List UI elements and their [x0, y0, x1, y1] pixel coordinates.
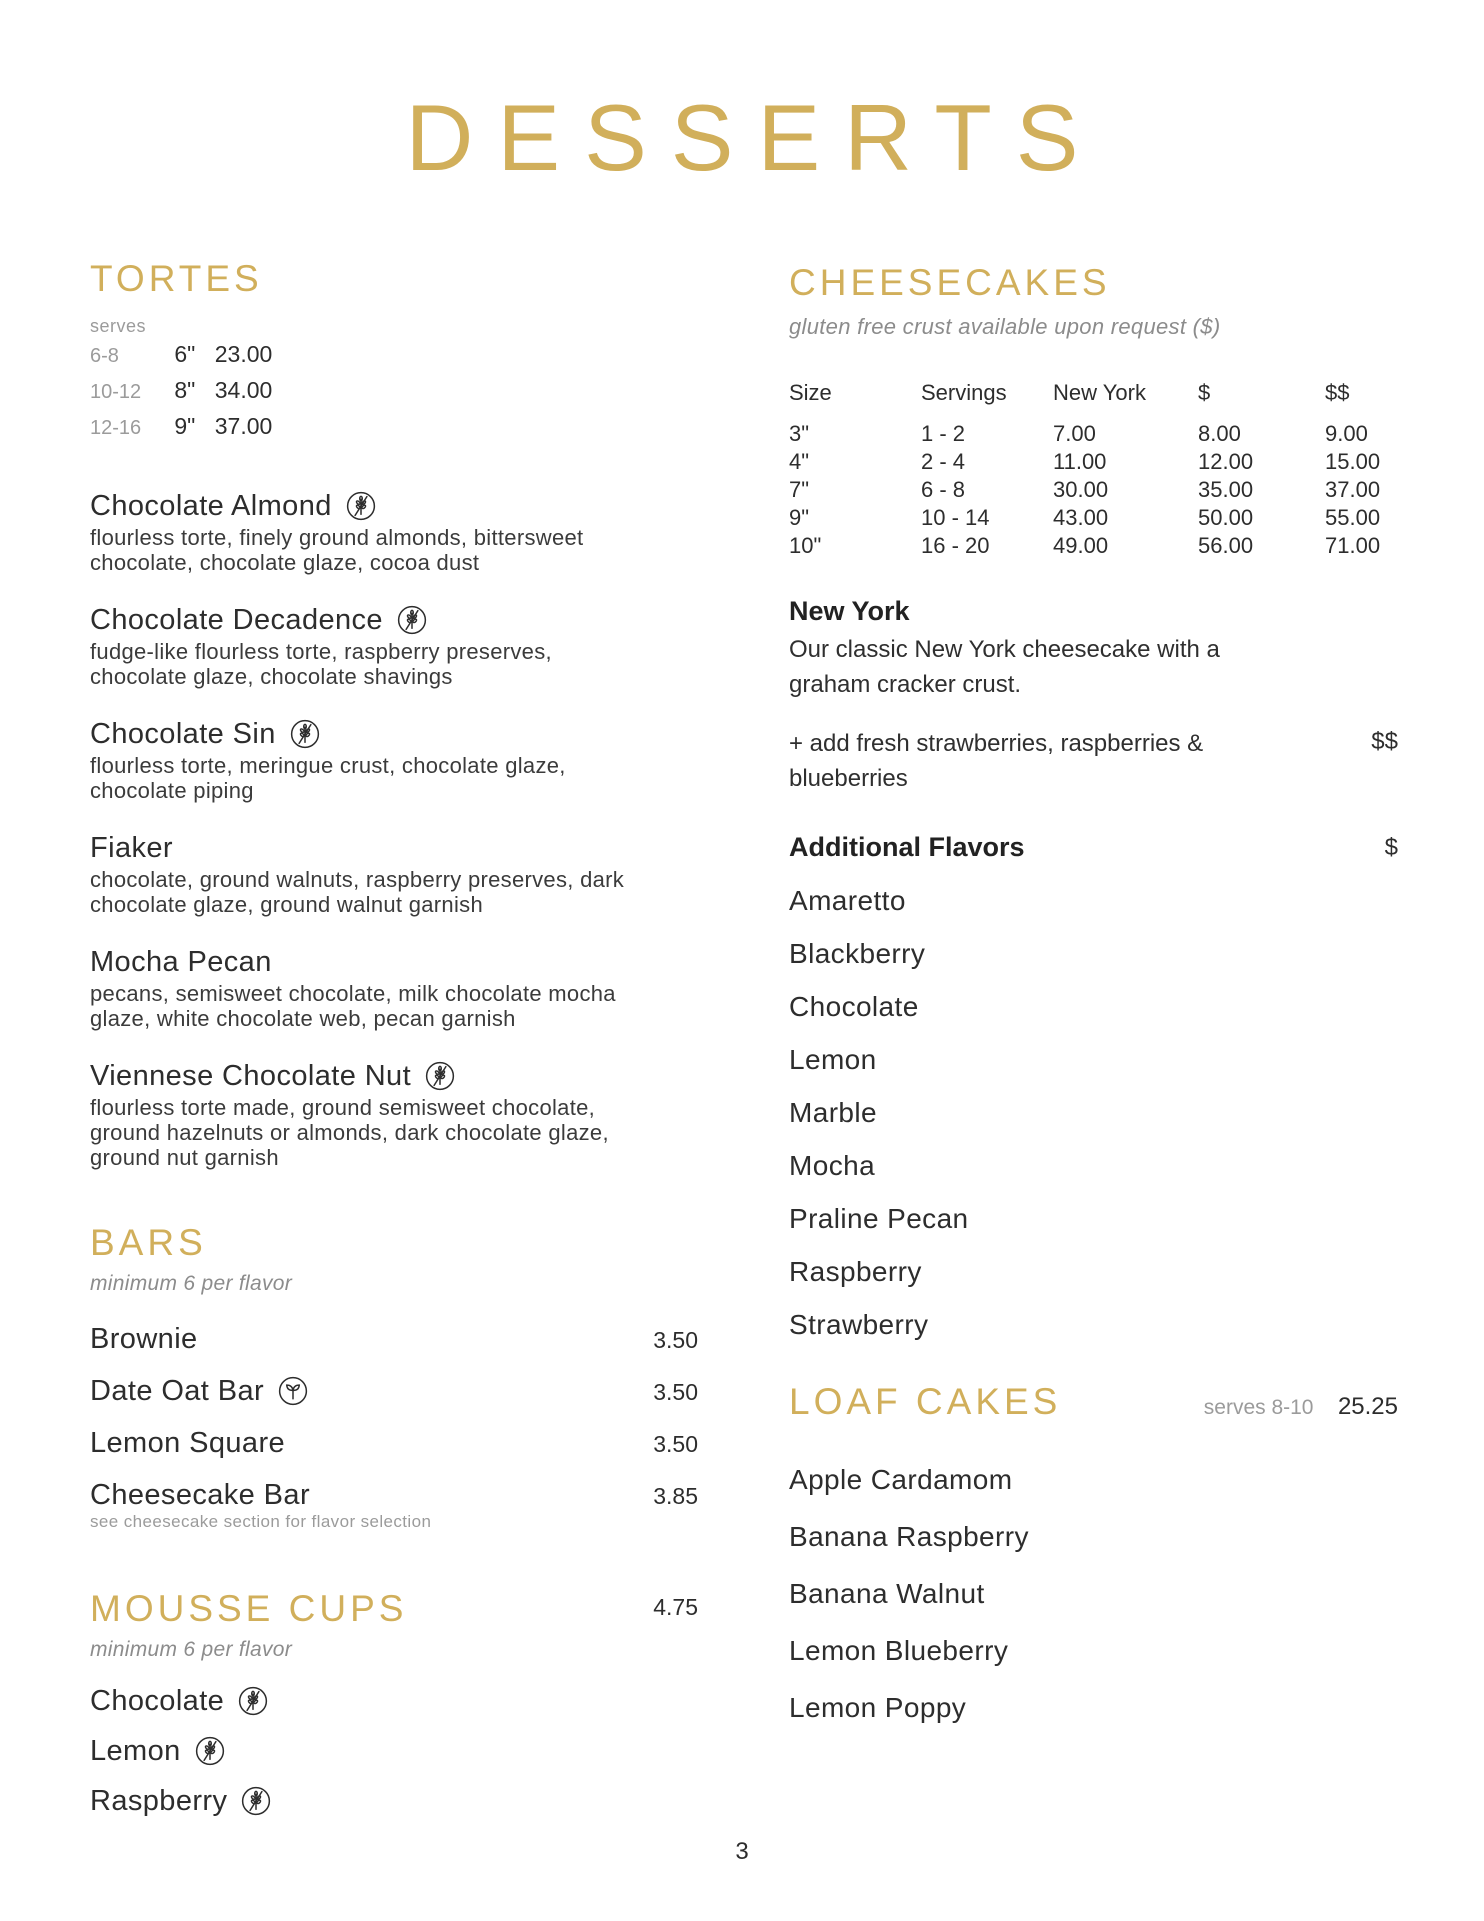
loaf-cake-item: Banana Walnut — [789, 1578, 985, 1609]
bar-item-name: Brownie — [90, 1323, 198, 1355]
bar-item-header — [90, 1374, 698, 1408]
flavor-item: Chocolate — [789, 991, 919, 1022]
loaf-cakes-section — [789, 1381, 1398, 1736]
torte-item — [90, 1059, 698, 1170]
cheesecakes-subtitle: gluten free crust available upon request ($) — [789, 314, 1221, 339]
flavor-item: Blackberry — [789, 938, 926, 969]
cell-size: 10" — [789, 533, 822, 558]
tortes-serves-label: serves — [90, 316, 147, 336]
page-title: DESSERTS — [405, 85, 1103, 190]
bar-item-price: 3.50 — [653, 1379, 698, 1405]
loaf-cakes-header — [789, 1381, 1398, 1423]
torte-item-description: flourless torte, finely ground almonds, bittersweet chocolate, chocolate glaze, cocoa dust — [90, 525, 584, 575]
gluten-free-icon — [290, 719, 320, 749]
vegan-icon — [278, 1376, 308, 1406]
cell-dollar-price: 50.00 — [1198, 505, 1254, 530]
bars-item-list — [90, 1322, 698, 1532]
torte-size: 6" — [174, 341, 196, 367]
loaf-cakes-heading: LOAF CAKES — [789, 1381, 1062, 1422]
bar-item-note: see cheesecake section for flavor selection — [90, 1512, 432, 1531]
torte-item-name: Fiaker — [90, 832, 173, 864]
cell-dollar-price: 56.00 — [1198, 533, 1254, 558]
torte-size: 8" — [174, 377, 196, 403]
cell-new-york-price: 11.00 — [1053, 449, 1107, 474]
column-header-servings: Servings — [921, 380, 1007, 405]
mousse-item-name: Lemon — [90, 1735, 181, 1767]
bar-item — [90, 1374, 698, 1408]
new-york-description: Our classic New York cheesecake with a graham cracker crust. — [789, 636, 1220, 698]
bar-item — [90, 1322, 698, 1356]
cheesecakes-table-header — [789, 380, 1398, 406]
cheesecakes-heading: CHEESECAKES — [789, 262, 1111, 303]
gluten-free-icon — [195, 1736, 225, 1766]
torte-item-name: Chocolate Decadence — [90, 604, 383, 636]
cell-dollar-price: 12.00 — [1198, 449, 1254, 474]
loaf-cakes-price: 25.25 — [1337, 1393, 1398, 1420]
bar-item-price: 3.50 — [653, 1327, 698, 1353]
additional-flavors-heading: Additional Flavors — [789, 832, 1025, 862]
cell-new-york-price: 30.00 — [1053, 477, 1109, 502]
torte-serves-range: 12-16 — [90, 417, 142, 439]
cell-dollar-dollar-price: 55.00 — [1325, 505, 1381, 530]
mousse-item — [90, 1734, 698, 1768]
cell-dollar-price: 8.00 — [1198, 421, 1241, 446]
torte-item-description: fudge-like flourless torte, raspberry preserves, chocolate glaze, chocolate shavings — [90, 639, 552, 689]
bar-item-name: Cheesecake Bar — [90, 1479, 310, 1511]
cheesecakes-section — [789, 262, 1398, 1351]
mousse-cups-section — [90, 1588, 698, 1818]
cheesecakes-table-body — [789, 420, 1398, 560]
torte-item-header — [90, 1059, 698, 1093]
tortes-item-list — [90, 489, 698, 1170]
torte-item-header — [90, 717, 698, 751]
loaf-cake-item: Banana Raspberry — [789, 1521, 1029, 1552]
flavor-item: Strawberry — [789, 1309, 929, 1340]
bars-minimum-note: minimum 6 per flavor — [90, 1272, 293, 1295]
tortes-size-list — [90, 337, 698, 445]
torte-item-description: flourless torte, meringue crust, chocolate glaze, chocolate piping — [90, 753, 566, 803]
bar-item-name: Lemon Square — [90, 1427, 286, 1459]
cell-size: 7" — [789, 477, 810, 502]
torte-size: 9" — [174, 413, 196, 439]
torte-item-description: flourless torte made, ground semisweet chocolate, ground hazelnuts or almonds, dark chocolate glaze, ground nut garnish — [90, 1095, 609, 1170]
torte-serves-range: 10-12 — [90, 381, 142, 403]
column-header-size: Size — [789, 380, 832, 405]
torte-item — [90, 945, 698, 1031]
torte-item-header — [90, 831, 698, 865]
mousse-cups-price: 4.75 — [653, 1594, 698, 1620]
torte-item — [90, 717, 698, 803]
torte-item-description: pecans, semisweet chocolate, milk chocolate mocha glaze, white chocolate web, pecan garnish — [90, 981, 616, 1031]
mousse-item-name: Chocolate — [90, 1685, 225, 1717]
torte-item-name: Chocolate Sin — [90, 718, 276, 750]
torte-item — [90, 603, 698, 689]
torte-serves-range: 6-8 — [90, 345, 119, 367]
berry-addon-text: + add fresh strawberries, raspberries & blueberries — [789, 730, 1204, 792]
mousse-cups-minimum-note: minimum 6 per flavor — [90, 1638, 293, 1661]
torte-size-row — [90, 373, 698, 409]
column-header-new-york: New York — [1053, 380, 1146, 405]
tortes-heading: TORTES — [90, 258, 263, 299]
bar-item-price: 3.50 — [653, 1431, 698, 1457]
torte-item-description: chocolate, ground walnuts, raspberry preserves, dark chocolate glaze, ground walnut garnish — [90, 867, 625, 917]
loaf-cake-item: Lemon Poppy — [789, 1692, 967, 1723]
bar-item-header — [90, 1322, 698, 1356]
bar-item-header — [90, 1426, 698, 1460]
torte-item-name: Mocha Pecan — [90, 946, 272, 978]
flavor-item: Marble — [789, 1097, 877, 1128]
mousse-cups-header — [90, 1588, 698, 1630]
cheesecakes-table-row — [789, 420, 1398, 448]
bar-item-price: 3.85 — [653, 1483, 698, 1509]
torte-price: 34.00 — [214, 377, 273, 403]
cheesecakes-table-row — [789, 504, 1398, 532]
cell-dollar-dollar-price: 37.00 — [1325, 477, 1381, 502]
cell-size: 9" — [789, 505, 810, 530]
berry-addon-price: $$ — [1371, 728, 1398, 755]
cell-dollar-dollar-price: 9.00 — [1325, 421, 1368, 446]
cheesecakes-table-row — [789, 448, 1398, 476]
page-number: 3 — [735, 1838, 749, 1865]
loaf-cakes-serves: serves 8-10 — [1203, 1396, 1314, 1419]
mousse-item-name: Raspberry — [90, 1785, 228, 1817]
cell-dollar-price: 35.00 — [1198, 477, 1254, 502]
cell-dollar-dollar-price: 15.00 — [1325, 449, 1381, 474]
cell-servings: 6 - 8 — [921, 477, 966, 502]
loaf-cake-item: Lemon Blueberry — [789, 1635, 1009, 1666]
bars-heading: BARS — [90, 1222, 207, 1263]
flavor-item: Praline Pecan — [789, 1203, 969, 1234]
mousse-cups-heading: MOUSSE CUPS — [90, 1588, 408, 1629]
torte-price: 37.00 — [214, 413, 273, 439]
cell-new-york-price: 43.00 — [1053, 505, 1109, 530]
bar-item-name: Date Oat Bar — [90, 1375, 265, 1407]
cell-dollar-dollar-price: 71.00 — [1325, 533, 1381, 558]
additional-flavors-price: $ — [1384, 834, 1398, 861]
cell-servings: 16 - 20 — [921, 533, 990, 558]
torte-item-name: Viennese Chocolate Nut — [90, 1060, 412, 1092]
new-york-name: New York — [789, 596, 910, 626]
loaf-cake-item: Apple Cardamom — [789, 1464, 1013, 1495]
bar-item-header — [90, 1478, 698, 1512]
new-york-block — [789, 596, 1398, 702]
loaf-cakes-list — [789, 1451, 1398, 1736]
berry-addon-row — [789, 726, 1398, 796]
torte-item-name: Chocolate Almond — [90, 490, 332, 522]
loaf-cakes-meta — [1204, 1393, 1398, 1421]
bars-section — [90, 1222, 698, 1532]
right-column — [789, 262, 1398, 1736]
tortes-section — [90, 258, 698, 1170]
column-header-dollar-dollar: $$ — [1325, 380, 1350, 405]
additional-flavors-header — [789, 832, 1398, 862]
cell-servings: 2 - 4 — [921, 449, 966, 474]
cell-size: 4" — [789, 449, 810, 474]
gluten-free-icon — [425, 1061, 455, 1091]
additional-flavors-list — [789, 874, 1398, 1351]
cell-size: 3" — [789, 421, 810, 446]
flavor-item: Lemon — [789, 1044, 877, 1075]
column-header-dollar: $ — [1198, 380, 1211, 405]
bar-item — [90, 1426, 698, 1460]
flavor-item: Raspberry — [789, 1256, 922, 1287]
flavor-item: Amaretto — [789, 885, 906, 916]
torte-item-header — [90, 945, 698, 979]
mousse-cups-item-list — [90, 1684, 698, 1818]
torte-size-row — [90, 409, 698, 445]
torte-item — [90, 831, 698, 917]
gluten-free-icon — [346, 491, 376, 521]
cell-new-york-price: 49.00 — [1053, 533, 1109, 558]
gluten-free-icon — [241, 1786, 271, 1816]
mousse-item — [90, 1784, 698, 1818]
gluten-free-icon — [397, 605, 427, 635]
cell-servings: 1 - 2 — [921, 421, 966, 446]
cell-servings: 10 - 14 — [921, 505, 990, 530]
cheesecakes-table-row — [789, 476, 1398, 504]
cheesecakes-price-table — [789, 380, 1398, 560]
left-column — [90, 258, 698, 1834]
torte-price: 23.00 — [214, 341, 273, 367]
cheesecakes-table-row — [789, 532, 1398, 560]
bar-item — [90, 1478, 698, 1532]
mousse-item — [90, 1684, 698, 1718]
gluten-free-icon — [238, 1686, 268, 1716]
torte-item-header — [90, 489, 698, 523]
cell-new-york-price: 7.00 — [1053, 421, 1096, 446]
torte-item-header — [90, 603, 698, 637]
torte-size-row — [90, 337, 698, 373]
torte-item — [90, 489, 698, 575]
flavor-item: Mocha — [789, 1150, 876, 1181]
